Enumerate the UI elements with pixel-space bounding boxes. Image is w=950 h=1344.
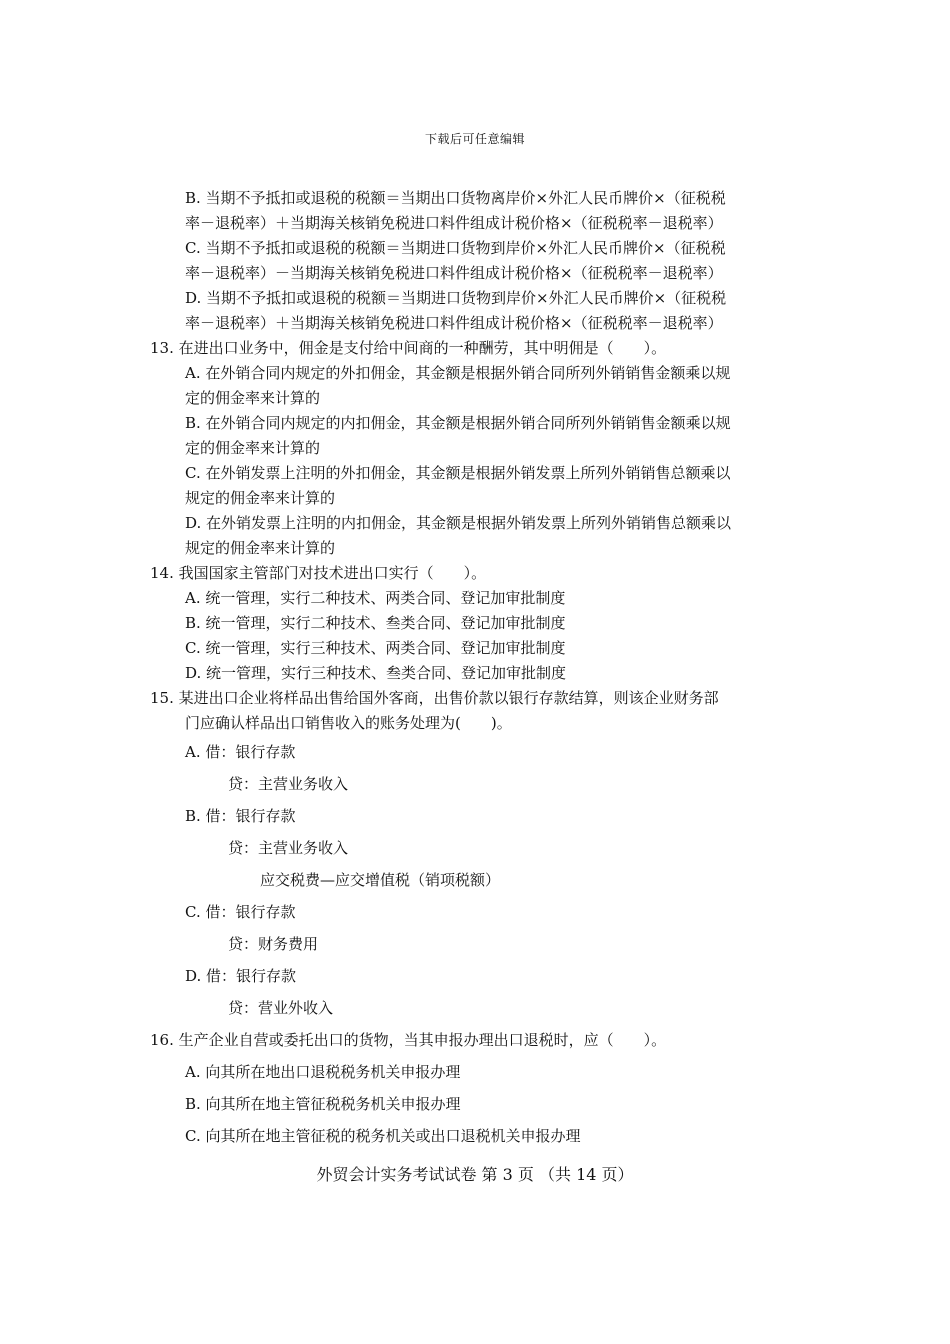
text-line: 率－退税率）＋当期海关核销免税进口料件组成计税价格×（征税税率－退税率） bbox=[185, 314, 723, 332]
text-line: C. 借：银行存款 bbox=[185, 903, 296, 921]
question-line: 14. 我国国家主管部门对技术进出口实行（ ）。 bbox=[150, 564, 487, 582]
exam-content bbox=[150, 186, 800, 1152]
text-line: 规定的佣金率来计算的 bbox=[185, 539, 336, 557]
text-line: D. 当期不予抵扣或退税的税额＝当期进口货物到岸价×外汇人民币牌价×（征税税 bbox=[185, 289, 727, 307]
text-line: C. 当期不予抵扣或退税的税额＝当期进口货物到岸价×外汇人民币牌价×（征税税 bbox=[185, 239, 726, 257]
text-line: B. 借：银行存款 bbox=[185, 807, 296, 825]
text-line: A. 借：银行存款 bbox=[185, 743, 296, 761]
text-line: D. 在外销发票上注明的内扣佣金，其金额是根据外销发票上所列外销销售总额乘以 bbox=[185, 514, 732, 532]
text-line: A. 统一管理，实行二种技术、两类合同、登记加审批制度 bbox=[185, 589, 566, 607]
text-line: B. 在外销合同内规定的内扣佣金，其金额是根据外销合同所列外销销售金额乘以规 bbox=[185, 414, 731, 432]
text-line: C. 向其所在地主管征税的税务机关或出口退税机关申报办理 bbox=[185, 1127, 581, 1145]
text-line: 门应确认样品出口销售收入的账务处理为( )。 bbox=[185, 714, 512, 732]
text-line: A. 向其所在地出口退税税务机关申报办理 bbox=[185, 1063, 461, 1081]
page-footer: 外贸会计实务考试试卷 第 3 页 （共 14 页） bbox=[316, 1165, 634, 1184]
page-header: 下载后可任意编辑 bbox=[424, 132, 525, 146]
question-line: 16. 生产企业自营或委托出口的货物，当其申报办理出口退税时，应（ ）。 bbox=[150, 1031, 667, 1049]
text-line: 定的佣金率来计算的 bbox=[185, 439, 321, 457]
question-line: 13. 在进出口业务中，佣金是支付给中间商的一种酬劳，其中明佣是（ ）。 bbox=[150, 339, 667, 357]
text-line: B. 当期不予抵扣或退税的税额＝当期出口货物离岸价×外汇人民币牌价×（征税税 bbox=[185, 189, 726, 207]
text-line: 定的佣金率来计算的 bbox=[185, 389, 321, 407]
text-line: 率－退税率）＋当期海关核销免税进口料件组成计税价格×（征税税率－退税率） bbox=[185, 214, 723, 232]
text-line: C. 统一管理，实行三种技术、两类合同、登记加审批制度 bbox=[185, 639, 566, 657]
text-line: 率－退税率）－当期海关核销免税进口料件组成计税价格×（征税税率－退税率） bbox=[185, 264, 723, 282]
text-line: 应交税费—应交增值税（销项税额） bbox=[260, 871, 501, 889]
text-line: B. 向其所在地主管征税税务机关申报办理 bbox=[185, 1095, 461, 1113]
text-line: 贷：财务费用 bbox=[228, 935, 319, 953]
text-line: D. 统一管理，实行三种技术、叁类合同、登记加审批制度 bbox=[185, 664, 567, 682]
text-line: B. 统一管理，实行二种技术、叁类合同、登记加审批制度 bbox=[185, 614, 566, 632]
text-line: 贷：主营业务收入 bbox=[228, 775, 349, 793]
text-line: C. 在外销发票上注明的外扣佣金，其金额是根据外销发票上所列外销销售总额乘以 bbox=[185, 464, 731, 482]
text-line: A. 在外销合同内规定的外扣佣金，其金额是根据外销合同所列外销销售金额乘以规 bbox=[185, 364, 731, 382]
text-line: 规定的佣金率来计算的 bbox=[185, 489, 336, 507]
text-line: 贷：主营业务收入 bbox=[228, 839, 349, 857]
question-line: 15. 某进出口企业将样品出售给国外客商，出售价款以银行存款结算，则该企业财务部 bbox=[150, 689, 719, 707]
text-line: 贷：营业外收入 bbox=[228, 999, 334, 1017]
text-line: D. 借：银行存款 bbox=[185, 967, 297, 985]
